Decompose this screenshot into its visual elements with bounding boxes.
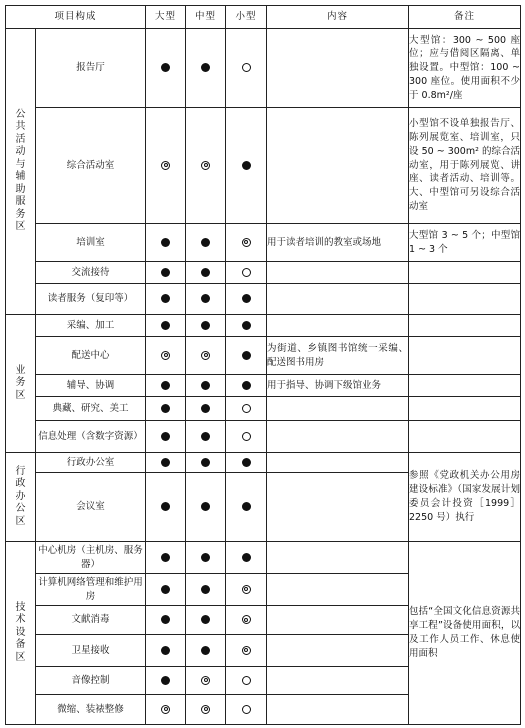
item-name: 典藏、研究、美工 (36, 397, 146, 421)
mark-medium-cell (186, 337, 226, 375)
mark-filled-icon (242, 351, 251, 360)
mark-medium-cell (186, 667, 226, 695)
mark-filled-icon (161, 294, 170, 303)
header-medium: 中型 (186, 6, 226, 29)
mark-filled-icon (201, 268, 210, 277)
mark-hollow-icon (242, 676, 251, 685)
item-name: 卫星接收 (36, 635, 146, 667)
table-row (6, 315, 521, 337)
mark-large-cell (146, 606, 186, 635)
header-item: 项目构成 (6, 6, 146, 29)
mark-large-cell (146, 421, 186, 453)
content-cell (267, 667, 409, 695)
mark-filled-icon (242, 553, 251, 562)
mark-filled-icon (161, 458, 170, 467)
table-row (6, 262, 521, 284)
table-row (6, 542, 521, 574)
mark-medium-cell (186, 473, 226, 542)
mark-double-icon (201, 705, 210, 714)
mark-filled-icon (161, 381, 170, 390)
note-n4: 参照《党政机关办公用房建设标准》（国家发展计划委员会计投资［1999］2250 号）执行 (409, 453, 521, 542)
mark-medium-cell (186, 108, 226, 224)
note-cell-empty (409, 262, 521, 284)
mark-medium-cell (186, 284, 226, 315)
group-label-g2 (6, 315, 36, 453)
mark-small-cell (226, 421, 267, 453)
table-row (6, 337, 521, 375)
group-label-g1 (6, 29, 36, 315)
table-row (6, 453, 521, 473)
item-name: 报告厅 (36, 29, 146, 108)
header-content: 内容 (267, 6, 409, 29)
mark-filled-icon (201, 294, 210, 303)
mark-medium-cell (186, 606, 226, 635)
mark-double-icon (201, 161, 210, 170)
mark-medium-cell (186, 421, 226, 453)
mark-medium-cell (186, 224, 226, 262)
mark-hollow-icon (242, 432, 251, 441)
mark-large-cell (146, 453, 186, 473)
table-row (6, 224, 521, 262)
note-n3: 大型馆 3 ~ 5 个；中型馆 1 ~ 3 个 (409, 224, 521, 262)
note-cell-empty (409, 375, 521, 397)
mark-filled-icon (161, 585, 170, 594)
item-name: 音像控制 (36, 667, 146, 695)
group-label-g3 (6, 453, 36, 542)
content-cell (267, 606, 409, 635)
mark-small-cell (226, 695, 267, 725)
note-cell-empty (409, 284, 521, 315)
mark-small-cell (226, 574, 267, 606)
mark-filled-icon (201, 646, 210, 655)
mark-double-icon (201, 351, 210, 360)
content-cell (267, 635, 409, 667)
building-composition-table (5, 5, 521, 725)
mark-filled-icon (201, 502, 210, 511)
mark-medium-cell (186, 695, 226, 725)
mark-medium-cell (186, 315, 226, 337)
mark-medium-cell (186, 262, 226, 284)
item-name: 行政办公室 (36, 453, 146, 473)
mark-large-cell (146, 284, 186, 315)
content-cell (267, 284, 409, 315)
content-cell: 为街道、乡镇图书馆统一采编、配送图书用房 (267, 337, 409, 375)
mark-large-cell (146, 473, 186, 542)
header-notes: 备注 (409, 6, 521, 29)
mark-filled-icon (242, 502, 251, 511)
item-name: 会议室 (36, 473, 146, 542)
item-name: 配送中心 (36, 337, 146, 375)
mark-filled-icon (161, 63, 170, 72)
header-large: 大型 (146, 6, 186, 29)
mark-small-cell (226, 473, 267, 542)
table-row (6, 108, 521, 224)
content-cell (267, 397, 409, 421)
mark-small-cell (226, 262, 267, 284)
mark-double-icon (242, 615, 251, 624)
item-name: 读者服务（复印等） (36, 284, 146, 315)
table-row (6, 29, 521, 108)
mark-filled-icon (201, 553, 210, 562)
header-small: 小型 (226, 6, 267, 29)
mark-filled-icon (161, 502, 170, 511)
mark-large-cell (146, 108, 186, 224)
item-name: 计算机网络管理和维护用房 (36, 574, 146, 606)
mark-small-cell (226, 224, 267, 262)
mark-filled-icon (161, 615, 170, 624)
mark-large-cell (146, 574, 186, 606)
note-cell-empty (409, 315, 521, 337)
mark-medium-cell (186, 635, 226, 667)
note-cell-empty (409, 337, 521, 375)
mark-hollow-icon (242, 705, 251, 714)
mark-filled-icon (161, 321, 170, 330)
mark-filled-icon (201, 404, 210, 413)
mark-filled-icon (161, 404, 170, 413)
mark-filled-icon (161, 268, 170, 277)
item-name: 交流接待 (36, 262, 146, 284)
content-cell: 用于指导、协调下级馆业务 (267, 375, 409, 397)
mark-filled-icon (242, 161, 251, 170)
item-name: 辅导、协调 (36, 375, 146, 397)
mark-double-icon (161, 705, 170, 714)
note-cell-empty (409, 421, 521, 453)
item-name: 文献消毒 (36, 606, 146, 635)
note-cell-empty (409, 397, 521, 421)
mark-medium-cell (186, 453, 226, 473)
table-row (6, 421, 521, 453)
mark-double-icon (161, 161, 170, 170)
mark-filled-icon (242, 381, 251, 390)
content-cell (267, 574, 409, 606)
mark-small-cell (226, 542, 267, 574)
content-cell (267, 29, 409, 108)
table-header-row (6, 6, 521, 29)
mark-filled-icon (161, 646, 170, 655)
mark-filled-icon (242, 458, 251, 467)
content-cell (267, 421, 409, 453)
mark-small-cell (226, 635, 267, 667)
mark-hollow-icon (242, 63, 251, 72)
mark-filled-icon (201, 615, 210, 624)
mark-filled-icon (161, 553, 170, 562)
mark-large-cell (146, 375, 186, 397)
mark-filled-icon (201, 321, 210, 330)
content-cell (267, 315, 409, 337)
content-cell (267, 695, 409, 725)
mark-large-cell (146, 337, 186, 375)
mark-filled-icon (201, 585, 210, 594)
item-name: 信息处理（含数字资源） (36, 421, 146, 453)
mark-small-cell (226, 337, 267, 375)
mark-small-cell (226, 315, 267, 337)
mark-medium-cell (186, 397, 226, 421)
mark-filled-icon (201, 63, 210, 72)
item-name: 综合活动室 (36, 108, 146, 224)
table-row (6, 397, 521, 421)
mark-small-cell (226, 284, 267, 315)
mark-double-icon (161, 351, 170, 360)
mark-filled-icon (161, 676, 170, 685)
item-name: 中心机房（主机房、服务器） (36, 542, 146, 574)
group-label-text: 业务区 (15, 364, 26, 401)
item-name: 培训室 (36, 224, 146, 262)
mark-double-icon (242, 238, 251, 247)
mark-filled-icon (161, 432, 170, 441)
content-cell (267, 262, 409, 284)
table-row (6, 375, 521, 397)
mark-large-cell (146, 635, 186, 667)
note-n5: 包括“全国文化信息资源共享工程”设备使用面积，以及工作人员工作、休息使用面积 (409, 542, 521, 725)
mark-small-cell (226, 397, 267, 421)
group-label-g4 (6, 542, 36, 725)
mark-double-icon (242, 646, 251, 655)
note-n1: 大型馆：300 ~ 500 座位；应与借阅区隔离、单独设置。中型馆：100 ~ 300 座位。使用面积不少于 0.8m²/座 (409, 29, 521, 108)
content-cell (267, 453, 409, 473)
mark-large-cell (146, 667, 186, 695)
mark-medium-cell (186, 574, 226, 606)
mark-filled-icon (201, 458, 210, 467)
mark-double-icon (201, 676, 210, 685)
mark-hollow-icon (242, 268, 251, 277)
item-name: 微缩、装裱整修 (36, 695, 146, 725)
mark-large-cell (146, 315, 186, 337)
content-cell (267, 108, 409, 224)
note-n2: 小型馆不设单独报告厅、陈列展览室、培训室，只设 50 ~ 300m² 的综合活动室，用于陈列展览、讲座、读者活动、培训等。大、中型馆可另设综合活动室 (409, 108, 521, 224)
mark-filled-icon (201, 381, 210, 390)
mark-small-cell (226, 108, 267, 224)
mark-double-icon (242, 585, 251, 594)
mark-large-cell (146, 397, 186, 421)
mark-filled-icon (242, 321, 251, 330)
mark-small-cell (226, 29, 267, 108)
table-row (6, 284, 521, 315)
group-label-text: 技术设备区 (15, 601, 26, 663)
mark-small-cell (226, 453, 267, 473)
mark-filled-icon (242, 294, 251, 303)
group-label-text: 公共活动与辅助服务区 (15, 108, 26, 233)
item-name: 采编、加工 (36, 315, 146, 337)
mark-large-cell (146, 262, 186, 284)
mark-medium-cell (186, 375, 226, 397)
group-label-text: 行政办公区 (15, 465, 26, 527)
mark-large-cell (146, 542, 186, 574)
mark-medium-cell (186, 29, 226, 108)
mark-medium-cell (186, 542, 226, 574)
mark-large-cell (146, 29, 186, 108)
content-cell (267, 542, 409, 574)
mark-large-cell (146, 695, 186, 725)
mark-filled-icon (161, 238, 170, 247)
mark-small-cell (226, 606, 267, 635)
mark-filled-icon (201, 238, 210, 247)
content-cell (267, 473, 409, 542)
mark-filled-icon (201, 432, 210, 441)
content-cell: 用于读者培训的教室或场地 (267, 224, 409, 262)
mark-large-cell (146, 224, 186, 262)
mark-small-cell (226, 375, 267, 397)
mark-small-cell (226, 667, 267, 695)
mark-hollow-icon (242, 404, 251, 413)
